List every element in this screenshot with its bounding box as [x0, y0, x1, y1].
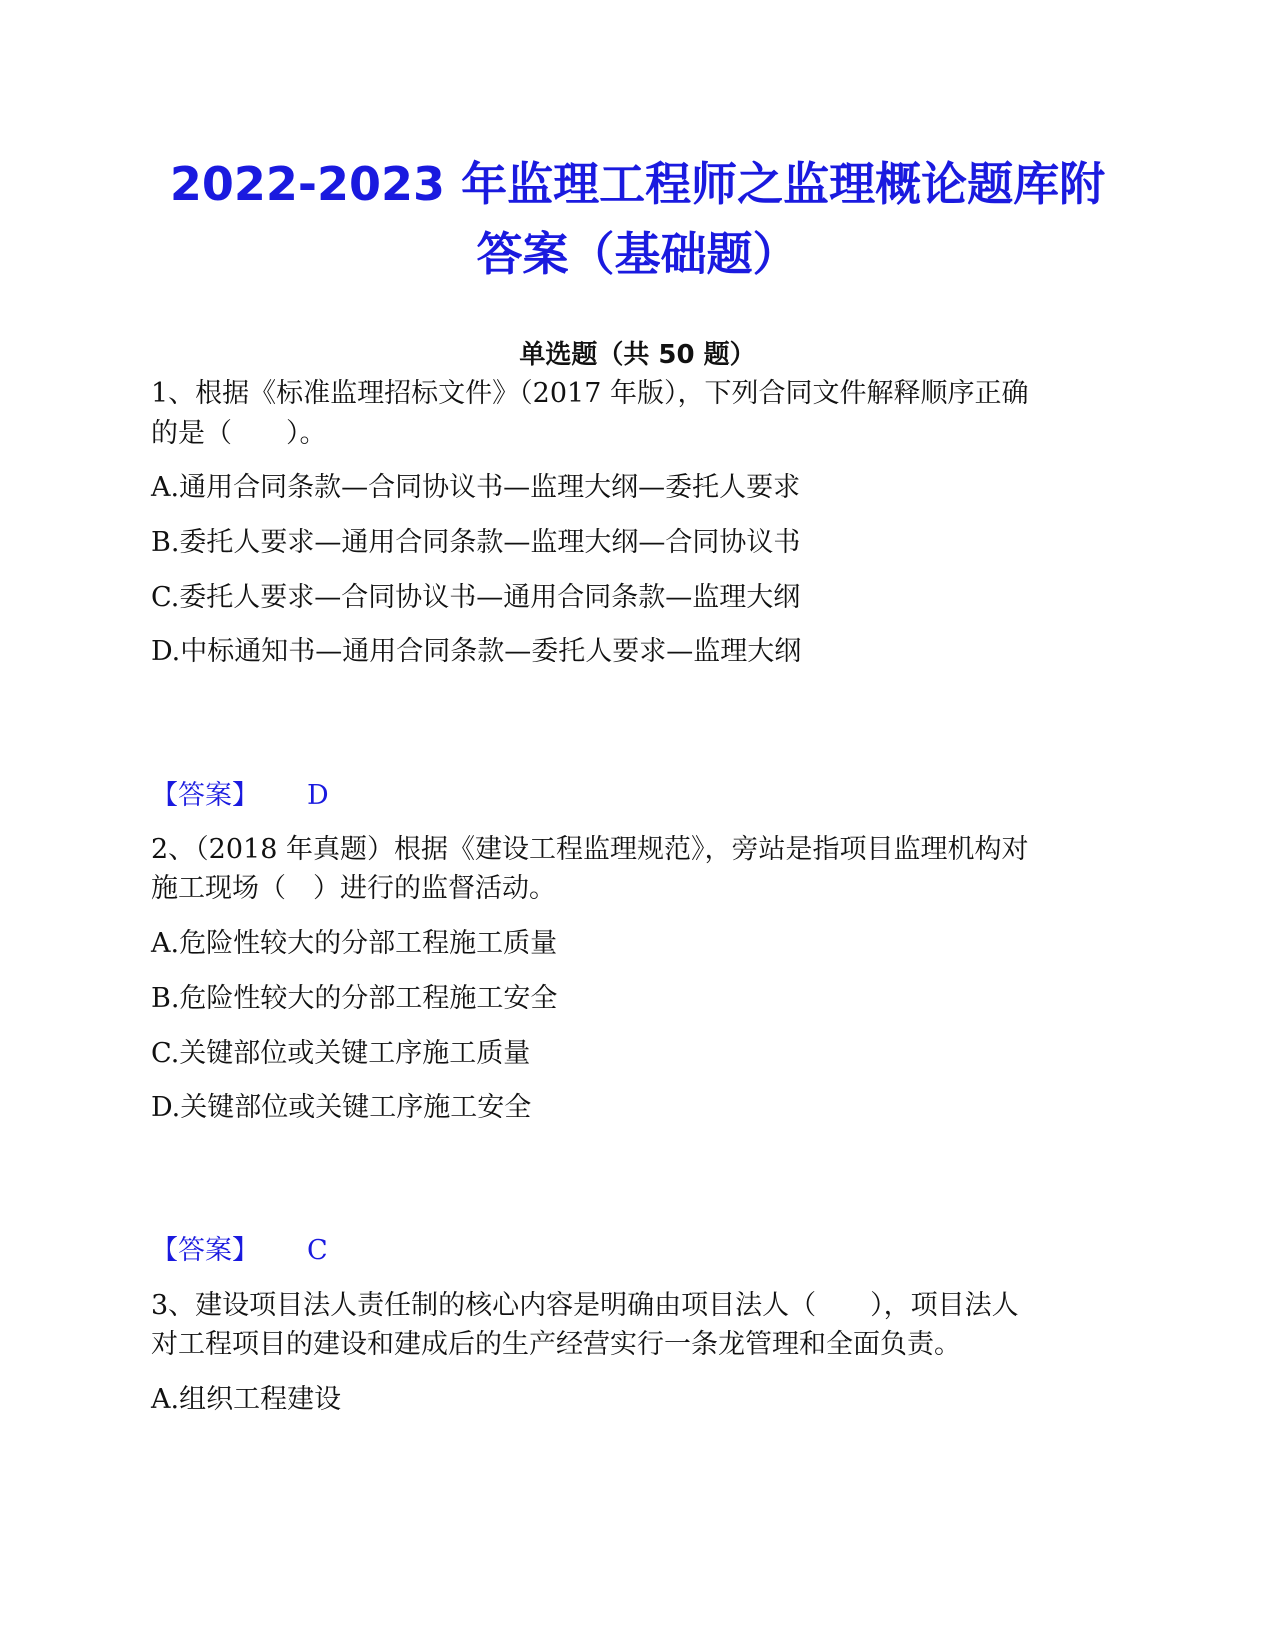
- question-2-option-b: B.危险性较大的分部工程施工安全: [151, 983, 558, 1014]
- question-2-stem-line-1: 2、（2018 年真题）根据《建设工程监理规范》，旁站是指项目监理机构对: [151, 834, 1029, 865]
- question-3-option-a: A.组织工程建设: [151, 1384, 342, 1415]
- document-title-line-1: 2022-2023 年监理工程师之监理概论题库附: [169, 157, 1106, 211]
- question-2-option-a: A.危险性较大的分部工程施工质量: [151, 928, 558, 959]
- question-3-stem-line-2: 对工程项目的建设和建成后的生产经营实行一条龙管理和全面负责。: [151, 1329, 961, 1360]
- answer-label: 【答案】: [151, 780, 259, 811]
- section-heading: 单选题（共 50 题）: [519, 340, 756, 370]
- question-1-option-d: D.中标通知书—通用合同条款—委托人要求—监理大纲: [151, 636, 802, 667]
- question-1-answer: [151, 780, 329, 812]
- question-3-stem-line-1: 3、建设项目法人责任制的核心内容是明确由项目法人（ ），项目法人: [151, 1290, 1019, 1321]
- question-1-stem-line-1: 1、根据《标准监理招标文件》（2017 年版），下列合同文件解释顺序正确: [151, 378, 1029, 409]
- answer-value: C: [307, 1235, 328, 1266]
- answer-label: 【答案】: [151, 1235, 259, 1266]
- answer-value: D: [307, 780, 329, 811]
- question-1-option-c: C.委托人要求—合同协议书—通用合同条款—监理大纲: [151, 582, 801, 613]
- question-2-answer: [151, 1235, 328, 1267]
- question-2-option-d: D.关键部位或关键工序施工安全: [151, 1092, 532, 1123]
- question-1-option-b: B.委托人要求—通用合同条款—监理大纲—合同协议书: [151, 527, 801, 558]
- question-1-option-a: A.通用合同条款—合同协议书—监理大纲—委托人要求: [151, 472, 801, 503]
- question-2-option-c: C.关键部位或关键工序施工质量: [151, 1038, 531, 1069]
- document-title-line-2: 答案（基础题）: [476, 227, 799, 281]
- question-1-stem-line-2: 的是（ ）。: [151, 418, 327, 449]
- question-2-stem-line-2: 施工现场（ ）进行的监督活动。: [151, 873, 556, 904]
